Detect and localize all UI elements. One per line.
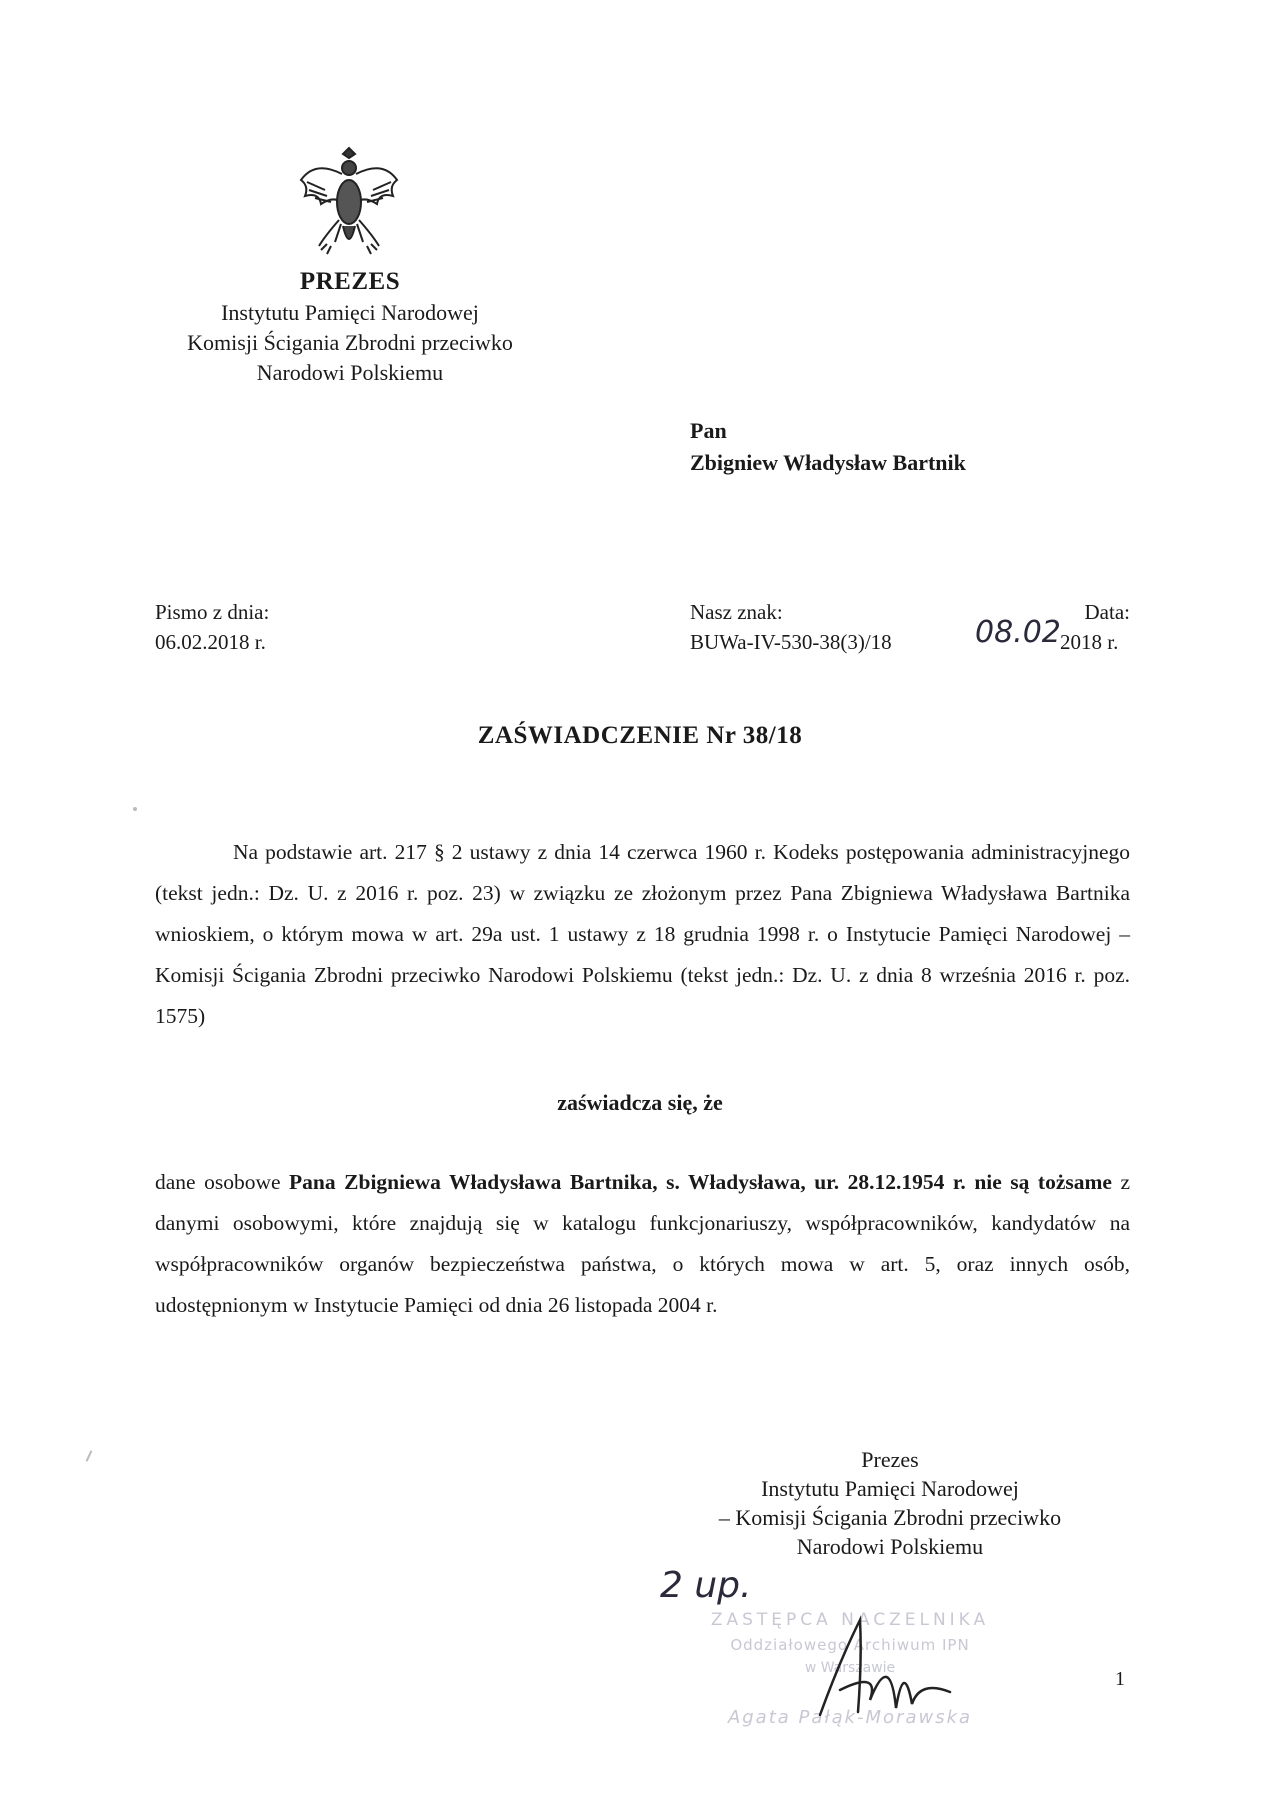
issue-date-year: 2018 r. (1060, 630, 1119, 654)
stamp-line: Oddziałowego Archiwum IPN (730, 1636, 970, 1654)
stamp-line: w Warszawie (804, 1660, 896, 1676)
header-line: Narodowi Polskiemu (256, 360, 444, 385)
paragraph-rest: z danymi osobowymi, które znajdują się w katalogu funkcjonariuszy, współpracowników, kandydatów na współpracowników organów bezpieczeństwa państwa, o których mowa w art. 5, oraz innych osób, udostępnionym w Instytucie Pamięci od dnia 26 listopada 2004 r. (155, 1170, 1131, 1317)
subject-statement: Pana Zbigniewa Władysława Bartnika, s. Władysława, ur. 28.12.1954 r. nie są tożsame (289, 1170, 1112, 1194)
polish-eagle-emblem (295, 140, 403, 260)
date-label: Data: (1084, 600, 1130, 624)
header-title: PREZES (299, 268, 401, 295)
body-paragraph: Na podstawie art. 217 § 2 ustawy z dnia 14 czerwca 1960 r. Kodeks postępowania administracyjnego (tekst jedn.: Dz. U. z 2016 r. poz. 23) w związku ze złożonym przez Pana Zbigniewa Władysława Bartnika wnioskiem, o którym mowa w art. 29a ust. 1 ustawy z 18 grudnia 1998 r. o Instytucie Pamięci Narodowej – Komisji Ścigania Zbrodni przeciwko Narodowi Polskiemu (tekst jedn.: Dz. U. z dnia 8 września 2016 r. poz. 1575) (155, 840, 1130, 1028)
signatory-title: Prezes (861, 1447, 919, 1472)
scan-speck (86, 1450, 93, 1462)
scan-speck (133, 807, 137, 811)
stamp-name: Agata Pałąk-Morawska (727, 1707, 973, 1728)
recipient-name: Zbigniew Władysław Bartnik (690, 450, 966, 475)
document-title: ZAŚWIADCZENIE Nr 38/18 (477, 722, 803, 749)
certification-paragraph (155, 1162, 1130, 1326)
signatory-institution: Instytutu Pamięci Narodowej (761, 1476, 1019, 1501)
signatory-institution: – Komisji Ścigania Zbrodni przeciwko (718, 1505, 1062, 1530)
certification-phrase: zaświadcza się, że (557, 1090, 723, 1115)
signature-scribble (800, 1600, 980, 1730)
page-number: 1 (1115, 1668, 1125, 1690)
reference-number: BUWa-IV-530-38(3)/18 (690, 630, 892, 654)
issue-date-handwritten: 08.02 (975, 615, 1061, 650)
letter-date-label: Pismo z dnia: (155, 600, 270, 624)
reference-label: Nasz znak: (690, 600, 783, 624)
signatory-institution: Narodowi Polskiemu (796, 1534, 984, 1559)
header-line: Instytutu Pamięci Narodowej (221, 300, 479, 325)
paragraph-prefix: dane osobowe (155, 1170, 290, 1194)
stamp-line: ZASTĘPCA NACZELNIKA (710, 1610, 990, 1630)
recipient-salutation: Pan (690, 418, 727, 443)
handwritten-note: 2 up. (660, 1565, 752, 1606)
header-line: Komisji Ścigania Zbrodni przeciwko (187, 330, 513, 355)
letter-date: 06.02.2018 r. (155, 630, 266, 654)
